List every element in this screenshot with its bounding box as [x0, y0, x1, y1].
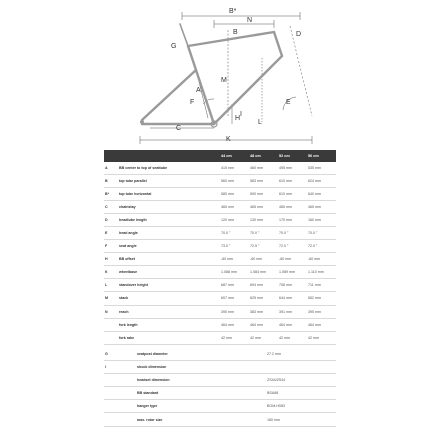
label-b-star: B* — [229, 8, 237, 15]
component-value: BSA68 — [266, 387, 336, 400]
row-code: A — [104, 162, 118, 175]
component-label: BB standard — [136, 387, 266, 400]
component-value: 180 mm — [266, 413, 336, 426]
label-d: D — [296, 31, 302, 38]
row-value: 70.0 ° — [220, 227, 249, 240]
component-row — [104, 361, 336, 374]
row-label: chainstay — [118, 201, 220, 214]
label-b: B — [233, 29, 238, 36]
row-value: 464 mm — [307, 318, 336, 331]
row-value: 72.0 ° — [307, 240, 336, 253]
row-value: -60 mm — [220, 253, 249, 266]
row-value: -60 mm — [249, 253, 278, 266]
label-k: K — [226, 136, 231, 143]
row-value: 73.0 ° — [220, 240, 249, 253]
row-value: 460 mm — [249, 162, 278, 175]
label-i: I — [240, 111, 242, 118]
row-label: seat angle — [118, 240, 220, 253]
component-label: seatpost diameter — [136, 348, 266, 361]
component-label: shock dimension — [136, 361, 266, 374]
row-code: E — [104, 227, 118, 240]
row-value: 42 mm — [307, 331, 336, 344]
table-row — [104, 253, 336, 266]
label-m: M — [221, 77, 227, 84]
row-label: top tube parallel — [118, 175, 220, 188]
row-value: 465 mm — [278, 201, 307, 214]
row-value: 70.0 ° — [249, 227, 278, 240]
row-value: 1.084 mm — [249, 266, 278, 279]
row-value: 160 mm — [307, 214, 336, 227]
row-value: 465 mm — [307, 201, 336, 214]
component-code: G — [104, 348, 136, 361]
table-row — [104, 318, 336, 331]
table-row — [104, 240, 336, 253]
steering-axis-line — [290, 26, 312, 116]
row-value: 464 mm — [249, 318, 278, 331]
table-row — [104, 266, 336, 279]
row-code: K — [104, 266, 118, 279]
row-value: -60 mm — [278, 253, 307, 266]
row-code: N — [104, 305, 118, 318]
row-value: 130 mm — [249, 214, 278, 227]
table-row — [104, 292, 336, 305]
header-size: 44 cm — [220, 150, 249, 162]
row-value: 495 mm — [278, 162, 307, 175]
table-row — [104, 331, 336, 344]
row-label: fork length — [118, 318, 220, 331]
label-n: N — [247, 17, 253, 24]
row-value: 42 mm — [278, 331, 307, 344]
label-h: H — [235, 115, 241, 122]
row-code: B — [104, 175, 118, 188]
component-label: hanger type — [136, 400, 266, 413]
row-value: 560 mm — [220, 175, 249, 188]
component-value: ZS44/ZS44 — [266, 374, 336, 387]
row-value: 465 mm — [220, 201, 249, 214]
row-value: 711 mm — [307, 279, 336, 292]
row-value: 694 mm — [249, 279, 278, 292]
label-a: A — [196, 87, 201, 94]
row-value: 708 mm — [278, 279, 307, 292]
components-table — [104, 348, 336, 427]
row-value: 70.0 ° — [278, 227, 307, 240]
geometry-table — [104, 150, 336, 345]
seat-tube — [188, 46, 214, 124]
row-value: 640 mm — [307, 188, 336, 201]
row-value: 625 mm — [249, 292, 278, 305]
label-f: F — [190, 99, 195, 106]
row-code: H — [104, 253, 118, 266]
component-value: 27.2 mm — [266, 348, 336, 361]
table-row — [104, 162, 336, 175]
row-code: M — [104, 292, 118, 305]
row-value: 624 mm — [307, 175, 336, 188]
row-value: 687 mm — [220, 279, 249, 292]
row-code: C — [104, 201, 118, 214]
table-row — [104, 188, 336, 201]
component-row — [104, 387, 336, 400]
row-value: 1.088 mm — [220, 266, 249, 279]
header-size: 52 cm — [278, 150, 307, 162]
header-code — [104, 150, 118, 162]
header-size: 56 cm — [307, 150, 336, 162]
table-row — [104, 227, 336, 240]
row-label: standover height — [118, 279, 220, 292]
row-value: 391 mm — [278, 305, 307, 318]
row-code: L — [104, 279, 118, 292]
row-label: wheelbase — [118, 266, 220, 279]
row-value: 583 mm — [249, 175, 278, 188]
row-value: 395 mm — [307, 305, 336, 318]
row-label: headtube length — [118, 214, 220, 227]
component-label: max. rotor size — [136, 413, 266, 426]
table-header-row — [104, 150, 336, 162]
row-code: F — [104, 240, 118, 253]
label-l: L — [258, 119, 262, 126]
component-row — [104, 400, 336, 413]
row-value: 72.5 ° — [249, 240, 278, 253]
row-value: 607 mm — [220, 292, 249, 305]
row-value: 465 mm — [249, 201, 278, 214]
component-code — [104, 413, 136, 426]
row-label: head angle — [118, 227, 220, 240]
row-value: 644 mm — [278, 292, 307, 305]
row-value: 70.0 ° — [307, 227, 336, 240]
component-row — [104, 413, 336, 426]
table-row — [104, 305, 336, 318]
rear-axle — [140, 120, 144, 124]
row-label: BB center to top of seattube — [118, 162, 220, 175]
row-value: 1.089 mm — [278, 266, 307, 279]
row-value: 580 mm — [220, 188, 249, 201]
frame-geometry-diagram — [0, 0, 430, 148]
row-value: -60 mm — [307, 253, 336, 266]
label-c: C — [176, 125, 182, 132]
row-label: top tube horizontal — [118, 188, 220, 201]
row-value: 72.0 ° — [278, 240, 307, 253]
component-code — [104, 387, 136, 400]
component-row — [104, 348, 336, 361]
head-tube — [274, 32, 282, 56]
header-size: 48 cm — [249, 150, 278, 162]
row-value: 610 mm — [278, 175, 307, 188]
table-row — [104, 279, 336, 292]
table-row — [104, 214, 336, 227]
row-value: 464 mm — [278, 318, 307, 331]
table-row — [104, 201, 336, 214]
row-value: 170 mm — [278, 214, 307, 227]
row-code — [104, 331, 118, 344]
row-value: 610 mm — [278, 188, 307, 201]
label-e: E — [286, 99, 291, 106]
row-label: fork rake — [118, 331, 220, 344]
component-label: headset dimension — [136, 374, 266, 387]
header-label — [118, 150, 220, 162]
row-value: 42 mm — [220, 331, 249, 344]
row-value: 652 mm — [307, 292, 336, 305]
row-value: 464 mm — [220, 318, 249, 331]
row-code: D — [104, 214, 118, 227]
row-value: 390 mm — [220, 305, 249, 318]
row-value: 535 mm — [307, 162, 336, 175]
row-label: BB offset — [118, 253, 220, 266]
component-code — [104, 374, 136, 387]
component-code: I — [104, 361, 136, 374]
row-value: 415 mm — [220, 162, 249, 175]
row-value: 42 mm — [249, 331, 278, 344]
row-value: 120 mm — [220, 214, 249, 227]
seatstay — [142, 70, 196, 120]
row-value: 590 mm — [249, 188, 278, 201]
component-code — [104, 400, 136, 413]
row-label: stack — [118, 292, 220, 305]
seatpost — [180, 24, 188, 46]
component-value — [266, 361, 336, 374]
row-value: 1.110 mm — [307, 266, 336, 279]
down-tube — [214, 56, 282, 124]
component-value: BOM-H083 — [266, 400, 336, 413]
row-code: B* — [104, 188, 118, 201]
top-tube — [188, 32, 274, 46]
table-row — [104, 175, 336, 188]
row-value: 383 mm — [249, 305, 278, 318]
row-code — [104, 318, 118, 331]
label-g: G — [171, 43, 177, 50]
component-row — [104, 374, 336, 387]
row-label: reach — [118, 305, 220, 318]
